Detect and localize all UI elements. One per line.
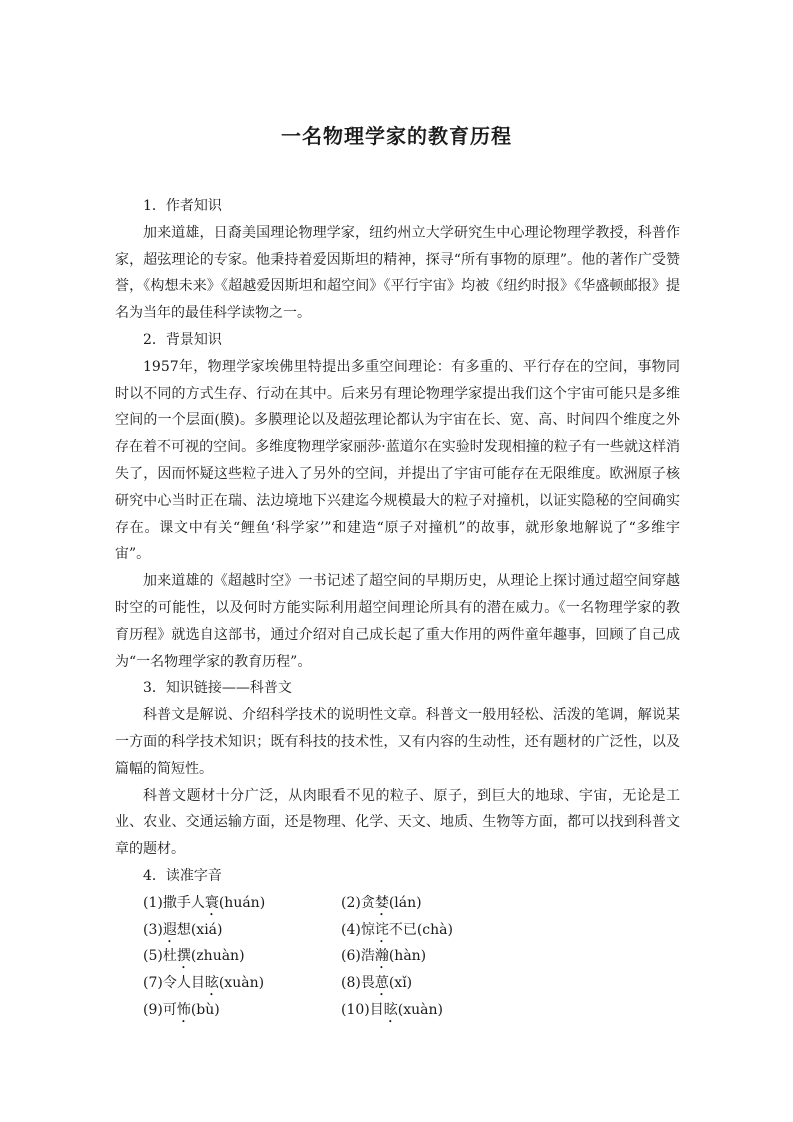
word-item: (9)可怖(bù) [143, 1001, 220, 1018]
word-item: (3)遐想(xiá) [143, 921, 223, 938]
paragraph: 科普文题材十分广泛，从肉眼看不见的粒子、原子，到巨大的地球、宇宙，无论是工业、农业、交通运输方面，还是物理、化学、天文、地质、生物等方面，都可以找到科普文章的题材。 [115, 787, 680, 858]
document-body [115, 193, 680, 1024]
section-heading: 2．背景知识 [143, 331, 222, 348]
paragraph: 1957年，物理学家埃佛里特提出多重空间理论：有多重的、平行存在的空间，事物同时以不同的方式生存、行动在其中。后来另有理论物理学家提出我们这个宇宙可能只是多维空间的一个层面(膜)。多膜理论以及超弦理论都认为宇宙在长、宽、高、时间四个维度之外存在着不可视的空间。多维度物理学家丽莎·蓝道尔在实验时发现相撞的粒子有一些就这样消失了，因而怀疑这些粒子进入了另外的空间，并提出了宇宙可能存在无限维度。欧洲原子核研究中心当时正在瑞、法边境地下兴建迄今规模最大的粒子对撞机，以证实隐秘的空间确实存在。课文中有关“鲤鱼‘科学家’”和建造“原子对撞机”的故事，就形象地解说了“多维宇宙”。 [115, 358, 680, 563]
paragraph: 科普文是解说、介绍科学技术的说明性文章。科普文一般用轻松、活泼的笔调，解说某一方面的科学技术知识；既有科技的技术性，又有内容的生动性，还有题材的广泛性，以及篇幅的简短性。 [115, 707, 680, 777]
page-title: 一名物理学家的教育历程 [281, 124, 512, 148]
word-item: (2)贪婪(lán) [341, 894, 422, 911]
word-item: (8)畏葸(xǐ) [341, 975, 413, 992]
pronunciation-list [143, 890, 680, 1024]
section-heading: 4．读准字音 [143, 867, 222, 884]
word-item: (1)撒手人寰(huán) [143, 894, 266, 911]
section-heading: 3．知识链接——科普文 [143, 680, 292, 697]
word-item: (10)目眩(xuàn) [341, 1001, 443, 1018]
word-item: (7)令人目眩(xuàn) [143, 975, 265, 992]
section-heading: 1．作者知识 [143, 198, 222, 214]
word-item: (6)浩瀚(hàn) [341, 948, 427, 965]
paragraph: 加来道雄的《超越时空》一书记述了超空间的早期历史，从理论上探讨通过超空间穿越时空的可能性，以及何时方能实际利用超空间理论所具有的潜在威力。《一名物理学家的教育历程》就选自这部书，通过介绍对自己成长起了重大作用的两件童年趣事，回顾了自己成为“一名物理学家的教育历程”。 [115, 573, 680, 670]
paragraph: 加来道雄，日裔美国理论物理学家，纽约州立大学研究生中心理论物理学教授，科普作家，超弦理论的专家。他秉持着爱因斯坦的精神，探寻“所有事物的原理”。他的著作广受赞誉，《构想未来》《超越爱因斯坦和超空间》《平行宇宙》均被《纽约时报》《华盛顿邮报》提名为当年的最佳科学读物之一。 [115, 224, 680, 322]
word-item: (4)惊诧不已(chà) [341, 921, 453, 938]
word-item: (5)杜撰(zhuàn) [143, 948, 245, 965]
